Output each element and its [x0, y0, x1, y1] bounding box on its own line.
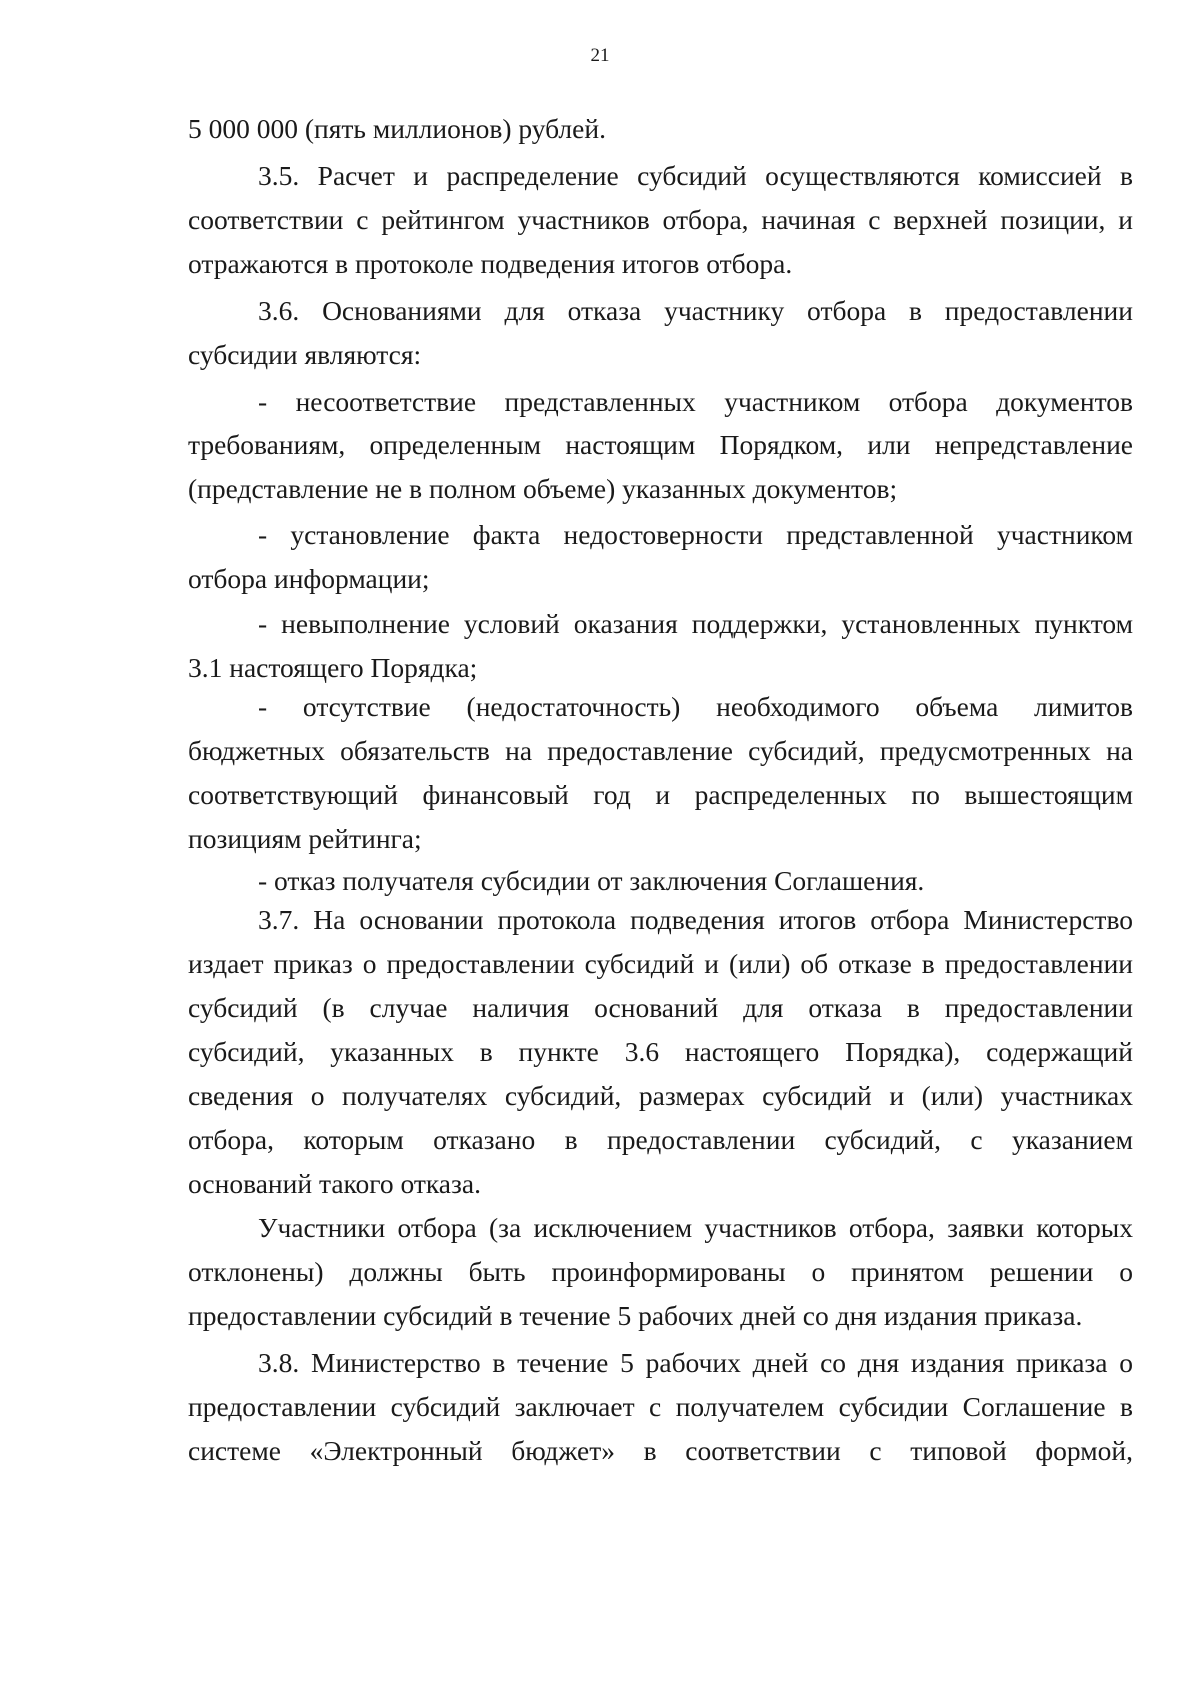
text-line: предоставлении субсидий в течение 5 рабочих дней со дня издания приказа.: [188, 1300, 1083, 1331]
text-line: отражаются в протоколе подведения итогов отбора.: [188, 248, 793, 279]
text-line: соответствии с рейтингом участников отбора, начиная с верхней позиции, и: [188, 204, 1133, 235]
text-line: - невыполнение условий оказания поддержки, установленных пунктом: [258, 608, 1133, 639]
text-line: 3.5. Расчет и распределение субсидий осуществляются комиссией в: [258, 160, 1133, 191]
text-line: 3.6. Основаниями для отказа участнику отбора в предоставлении: [258, 295, 1133, 326]
text-line: 3.8. Министерство в течение 5 рабочих дней со дня издания приказа о: [258, 1347, 1133, 1378]
text-line: бюджетных обязательств на предоставление субсидий, предусмотренных на: [188, 735, 1133, 766]
text-line: - отсутствие (недостаточность) необходимого объема лимитов: [258, 691, 1133, 722]
text-line: системе «Электронный бюджет» в соответствии с типовой формой,: [188, 1435, 1133, 1466]
text-line: (представление не в полном объеме) указанных документов;: [188, 473, 898, 504]
text-line: соответствующий финансовый год и распределенных по вышестоящим: [188, 779, 1133, 810]
text-line: Участники отбора (за исключением участников отбора, заявки которых: [258, 1212, 1133, 1243]
text-line: издает приказ о предоставлении субсидий и (или) об отказе в предоставлении: [188, 948, 1133, 979]
text-line: позициям рейтинга;: [188, 823, 422, 854]
text-line: 3.7. На основании протокола подведения итогов отбора Министерство: [258, 904, 1133, 935]
text-line: отклонены) должны быть проинформированы о принятом решении о: [188, 1256, 1133, 1287]
text-line: - отказ получателя субсидии от заключения Соглашения.: [258, 865, 925, 896]
text-line: 3.1 настоящего Порядка;: [188, 652, 478, 683]
text-line: субсидий (в случае наличия оснований для отказа в предоставлении: [188, 992, 1133, 1023]
text-line: отбора, которым отказано в предоставлении субсидий, с указанием: [188, 1124, 1133, 1155]
text-line: субсидий, указанных в пункте 3.6 настоящего Порядка), содержащий: [188, 1036, 1133, 1067]
text-line: требованиям, определенным настоящим Порядком, или непредставление: [188, 429, 1133, 460]
text-line: - несоответствие представленных участником отбора документов: [258, 386, 1133, 417]
text-line: - установление факта недостоверности представленной участником: [258, 519, 1133, 550]
text-line: отбора информации;: [188, 563, 430, 594]
text-line: 5 000 000 (пять миллионов) рублей.: [188, 113, 606, 144]
text-line: оснований такого отказа.: [188, 1168, 481, 1199]
text-line: предоставлении субсидий заключает с получателем субсидии Соглашение в: [188, 1391, 1133, 1422]
text-line: субсидии являются:: [188, 339, 422, 370]
page-number: 21: [590, 45, 610, 66]
text-line: сведения о получателях субсидий, размерах субсидий и (или) участниках: [188, 1080, 1133, 1111]
